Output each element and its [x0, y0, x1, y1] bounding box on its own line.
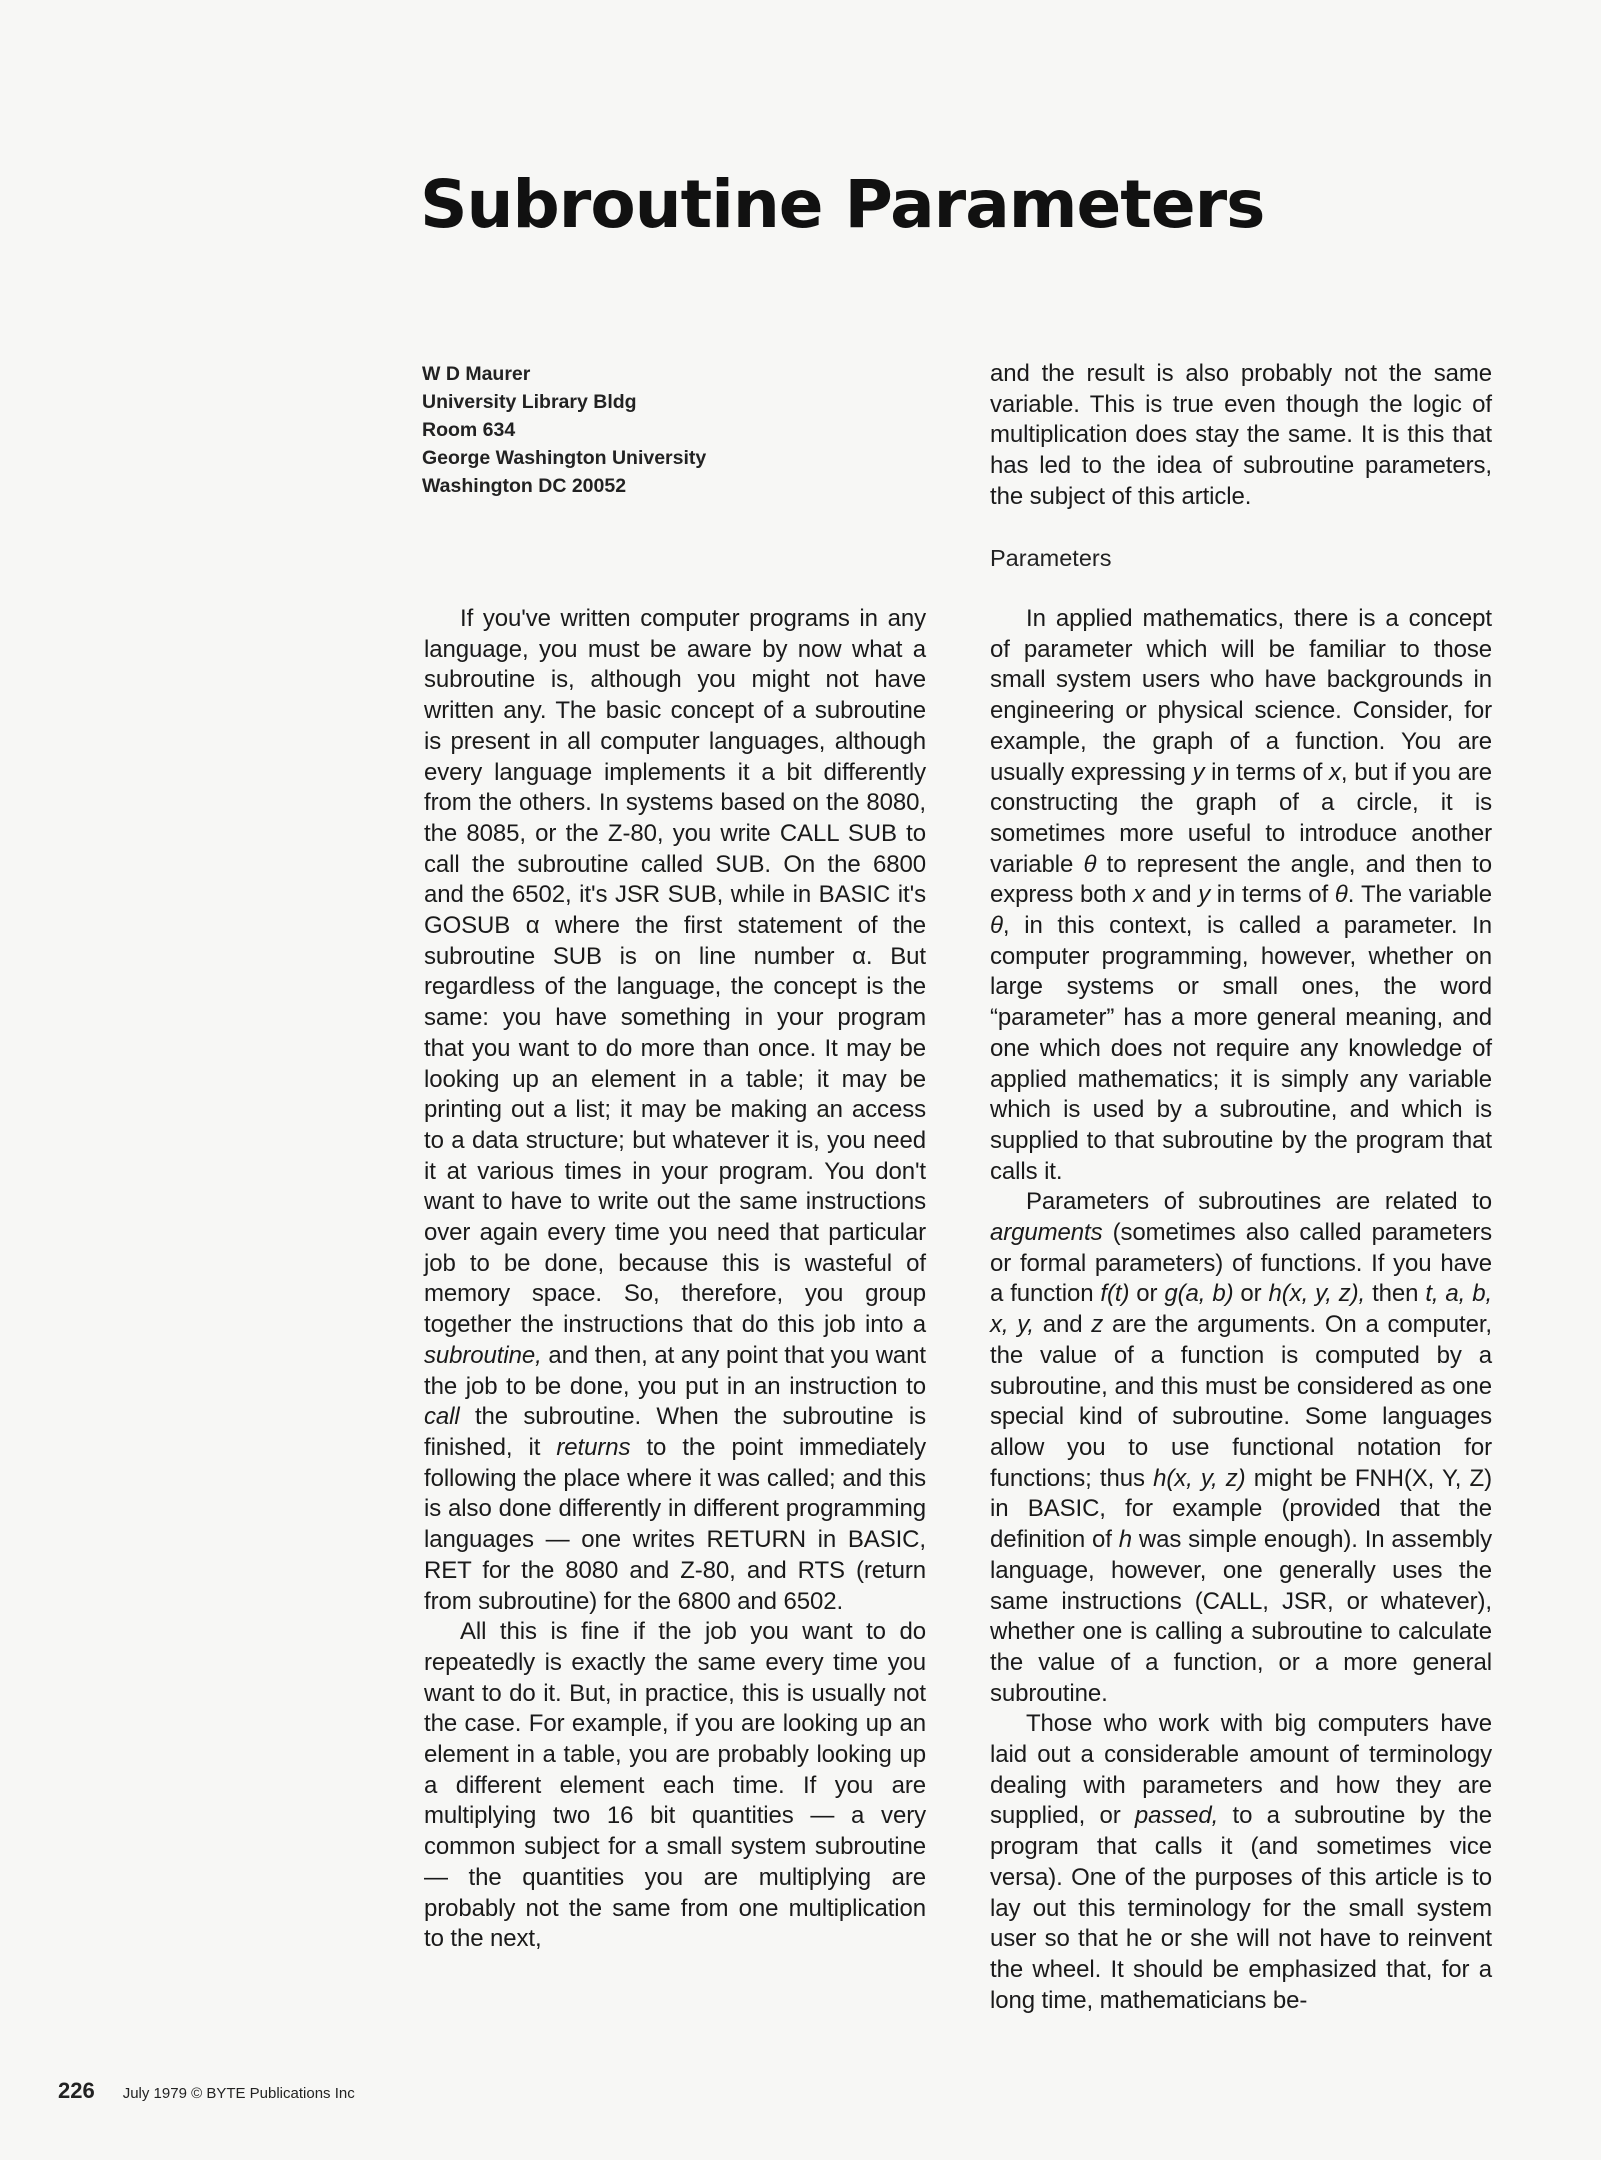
author-address-line: Washington DC 20052	[422, 475, 627, 497]
author-address-line: George Washington University	[422, 447, 707, 469]
page-title: Subroutine Parameters	[420, 166, 1265, 243]
footer-credit: July 1979 © BYTE Publications Inc	[122, 2085, 355, 2102]
author-address-line: University Library Bldg	[422, 391, 637, 413]
right-column	[990, 604, 1492, 2016]
right-column-intro	[990, 359, 1492, 513]
paragraph: Parameters of subroutines are related to arguments (sometimes also called parameters or formal parameters) of functions. If you have a function f(t) or g(a, b) or h(x, y, z), then t, a, b, x, y, and z are the arguments. On a computer, the value of a function is computed by a subroutine, and this must be considered as one special kind of subroutine. Some languages allow you to use functional notation for functions; thus h(x, y, z) might be FNH(X, Y, Z) in BASIC, for example (provided that the definition of h was simple enough). In assembly language, however, one generally uses the same instructions (CALL, JSR, or whatever), whether one is calling a subroutine to calculate the value of a function, or a more general subroutine.	[990, 1188, 1493, 1707]
section-heading: Parameters	[990, 545, 1112, 571]
paragraph: All this is fine if the job you want to do repeatedly is exactly the same every time you want to do it. But, in practice, this is usually not the case. For example, if you are looking up an element in a table, you are probably looking up a different element each time. If you are multiplying two 16 bit quantities — a very common subject for a small system subroutine — the quantities you are multiplying are probably not the same from one multiplication to the next,	[424, 1618, 926, 1953]
paragraph: If you've written computer programs in any language, you must be aware by now what a subroutine is, although you might not have written any. The basic concept of a subroutine is present in all computer languages, although every language implements it a bit differently from the others. In systems based on the 8080, the 8085, or the Z-80, you write CALL SUB to call the subroutine called SUB. On the 6800 and the 6502, it's JSR SUB, while in BASIC it's GOSUB α where the first statement of the subroutine SUB is on line number α. But regardless of the language, the concept is the same: you have something in your program that you want to do more than once. It may be looking up an element in a table; it may be printing out a list; it may be making an access to a data structure; but whatever it is, you need it at various times in your program. You don't want to have to write out the same instructions over again every time you need that particular job to be done, because this is wasteful of memory space. So, therefore, you group together the instructions that do this job into a subroutine, and then, at any point that you want the job to be done, you put in an instruction to call the subroutine. When the subroutine is finished, it returns to the point immediately following the place where it was called; and this is also done differently in different programming languages — one writes RETURN in BASIC, RET for the 8080 and Z-80, and RTS (return from subroutine) for the 6800 and 6502.	[424, 605, 926, 1615]
author-block	[422, 360, 822, 500]
paragraph: Those who work with big computers have laid out a considerable amount of terminology dealing with parameters and how they are supplied, or passed, to a subroutine by the program that calls it (and sometimes vice versa). One of the purposes of this article is to lay out this terminology for the small system user so that he or she will not have to reinvent the wheel. It should be emphasized that, for a long time, mathematicians be-	[990, 1710, 1492, 2014]
page-number: 226	[58, 2078, 95, 2103]
page-footer	[58, 2078, 355, 2104]
paragraph: and the result is also probably not the same variable. This is true even though the logic of multiplication does stay the same. It is this that has led to the idea of subroutine parameters, the subject of this article.	[990, 360, 1492, 510]
left-column	[424, 604, 926, 1955]
author-name: W D Maurer	[422, 363, 531, 385]
author-address-line: Room 634	[422, 419, 516, 441]
paragraph: In applied mathematics, there is a concept of parameter which will be familiar to those small system users who have backgrounds in engineering or physical science. Consider, for example, the graph of a function. You are usually expressing y in terms of x, but if you are constructing the graph of a circle, it is sometimes more useful to introduce another variable θ to represent the angle, and then to express both x and y in terms of θ. The variable θ, in this context, is called a parameter. In computer programming, however, whether on large systems or small ones, the word “parameter” has a more general meaning, and one which does not require any knowledge of applied mathematics; it is simply any variable which is used by a subroutine, and which is supplied to that subroutine by the program that calls it.	[990, 605, 1492, 1185]
